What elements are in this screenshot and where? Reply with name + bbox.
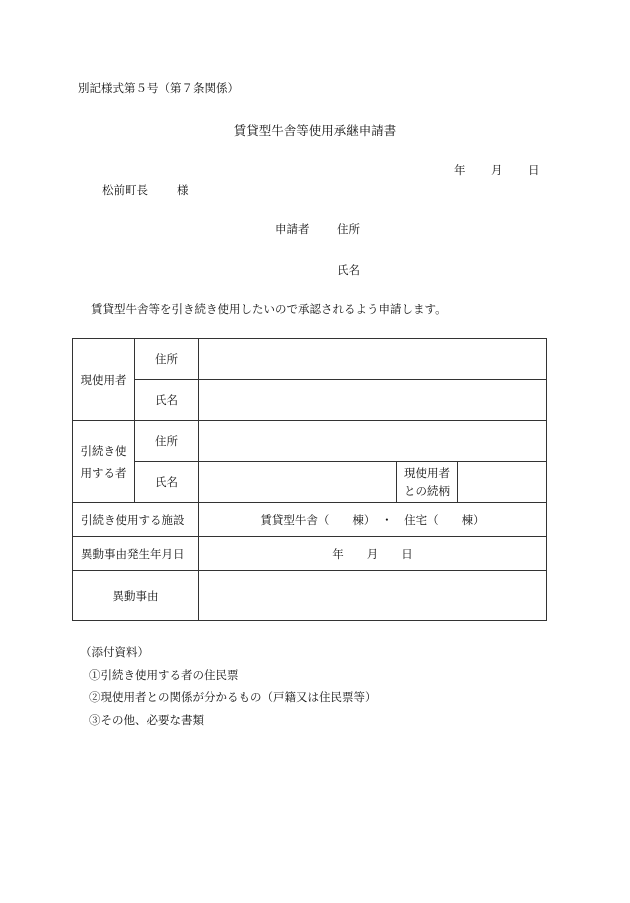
facility-value: 賃貸型牛舎（ 棟） ・ 住宅（ 棟） bbox=[199, 503, 547, 537]
date-day: 日 bbox=[528, 163, 540, 177]
reason-field[interactable] bbox=[199, 571, 547, 621]
form-id: 別記様式第５号（第７条関係） bbox=[78, 81, 239, 95]
application-table bbox=[72, 338, 547, 621]
date-month: 月 bbox=[491, 163, 503, 177]
applicant-label: 申請者 bbox=[275, 222, 310, 236]
relation-label-line2: との続柄 bbox=[404, 484, 450, 498]
relation-label bbox=[397, 462, 458, 503]
current-user-address-label: 住所 bbox=[135, 339, 199, 380]
attachment-item: ①引続き使用する者の住民票 bbox=[89, 667, 239, 682]
attachments bbox=[80, 641, 377, 731]
attachments-heading: （添付資料） bbox=[80, 645, 149, 659]
successor-label-line1: 引続き使 bbox=[80, 443, 127, 458]
addressee-suffix: 様 bbox=[177, 183, 189, 197]
successor-label-line2: 用する者 bbox=[80, 465, 127, 480]
current-user-address-field[interactable] bbox=[199, 339, 547, 380]
applicant-name-label: 氏名 bbox=[337, 263, 360, 277]
reason-label: 異動事由 bbox=[73, 571, 199, 621]
successor-address-label: 住所 bbox=[135, 421, 199, 462]
current-user-name-row bbox=[73, 380, 547, 421]
event-date-label: 異動事由発生年月日 bbox=[73, 537, 199, 571]
successor-label bbox=[73, 421, 135, 503]
attachment-item: ③その他、必要な書類 bbox=[89, 712, 204, 727]
successor-name-field[interactable] bbox=[199, 462, 397, 503]
reason-row bbox=[73, 571, 547, 621]
relation-field[interactable] bbox=[458, 462, 547, 503]
current-user-name-field[interactable] bbox=[199, 380, 547, 421]
facility-label: 引続き使用する施設 bbox=[73, 503, 199, 537]
date-year: 年 bbox=[454, 163, 466, 177]
facility-row bbox=[73, 503, 547, 537]
addressee-name: 松前町長 bbox=[102, 183, 148, 197]
relation-label-line1: 現使用者 bbox=[404, 466, 450, 480]
successor-name-row bbox=[73, 462, 547, 503]
successor-name-label: 氏名 bbox=[135, 462, 199, 503]
event-date-value: 年 月 日 bbox=[199, 537, 547, 571]
successor-address-field[interactable] bbox=[199, 421, 547, 462]
current-user-label: 現使用者 bbox=[73, 339, 135, 421]
event-date-row bbox=[73, 537, 547, 571]
document-title: 賃貸型牛舎等使用承継申請書 bbox=[233, 123, 397, 138]
current-user-address-row bbox=[73, 339, 547, 380]
applicant-address-label: 住所 bbox=[337, 222, 360, 236]
attachment-item: ②現使用者との関係が分かるもの（戸籍又は住民票等） bbox=[89, 690, 377, 704]
successor-address-row bbox=[73, 421, 547, 462]
application-statement: 賃貸型牛舎等を引き続き使用したいので承認されるよう申請します。 bbox=[91, 302, 447, 316]
current-user-name-label: 氏名 bbox=[135, 380, 199, 421]
